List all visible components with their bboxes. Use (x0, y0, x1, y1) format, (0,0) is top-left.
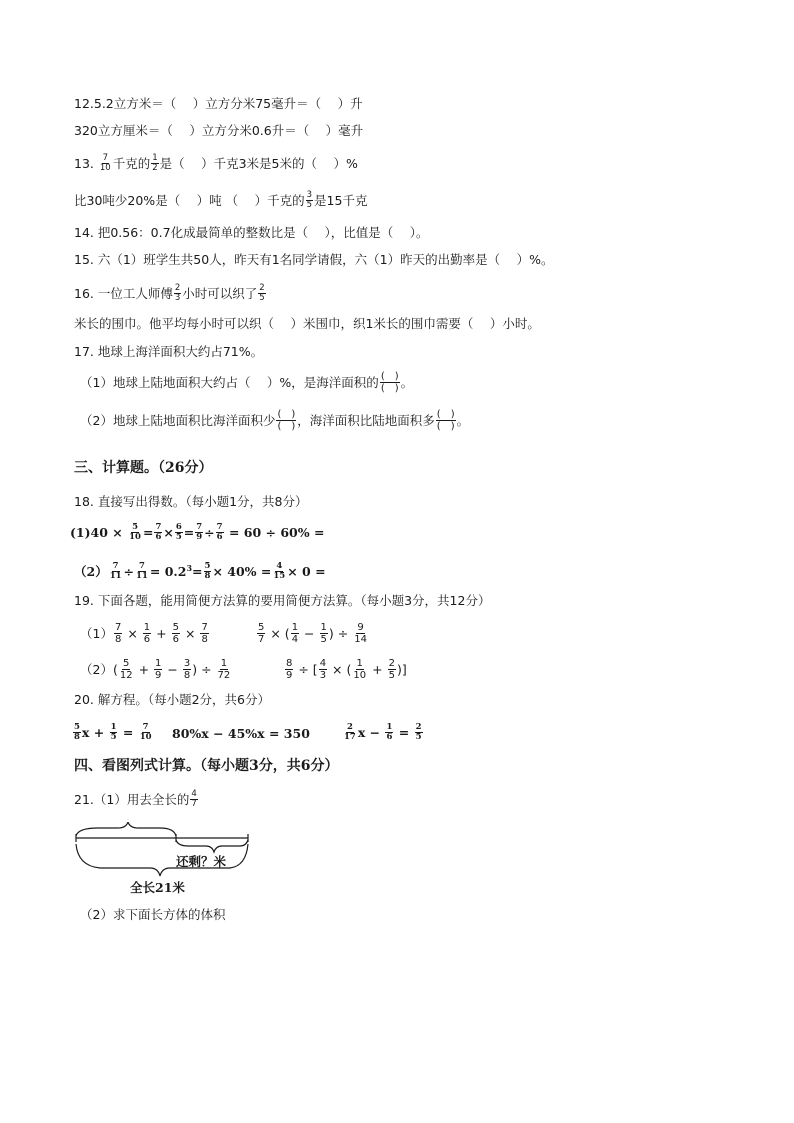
q19-problem1: （1） $\frac{7}{8}$ × $\frac{1}{6}$ + $\frac{5}{6}$ × $\frac{7}{8}$ (80, 622, 208, 645)
q19-problem3: （2）( $\frac{5}{12}$ + $\frac{1}{9}$ − $\frac{3}{8}$ ) ÷ $\frac{1}{72}$ (80, 658, 231, 681)
q21-part1: 21.（1）用去全长的 $\frac{4}{7}$ (74, 789, 197, 809)
fraction: $\frac{1}{2}$ (152, 153, 158, 173)
section-3-heading: 三、计算题。（26分） (74, 460, 213, 476)
q20-equation3: $\frac{2}{17}$ x − $\frac{1}{6}$ = $\frac{2}{5}$ (344, 722, 422, 742)
total-label: 全长21米 (130, 880, 185, 895)
fraction: $\frac{3}{5}$ (306, 190, 313, 210)
q18-row1: (1)40 × $\frac{5}{10}$ = $\frac{7}{6}$ × $\frac{6}{5}$ = $\frac{7}{9}$ ÷ $\frac{7}{6}$ = 60 ÷ 60% = (70, 522, 325, 542)
q14: 14. 把0.56：0.7化成最简单的整数比是（ ），比值是（ ）。 (74, 225, 429, 240)
used-brace (76, 822, 176, 836)
q12-line2: 320立方厘米＝（ ）立方分米0.6升＝（ ）毫升 (74, 123, 364, 138)
q17-part1: （1）地球上陆地面积大约占（ ）%，是海洋面积的 ( ) ( ) 。 (80, 371, 414, 394)
remaining-brace (176, 840, 248, 852)
q19-problem4: $\frac{8}{9}$ ÷ [ $\frac{4}{3}$ × ( $\frac{1}{10}$ + $\frac{2}{5}$ )] (286, 658, 407, 681)
q16-line2: 米长的围巾。他平均每小时可以织（ ）米围巾，织1米长的围巾需要（ ）小时。 (74, 316, 540, 331)
q20-equation2: 80%x − 45%x = 350 (172, 726, 310, 741)
q13-line1: 13. $\frac{7}{10}$ 千克的 $\frac{1}{2}$ 是（ ）千克3米是5米的（ ）% (74, 153, 358, 173)
q16-line1: 16. 一位工人师傅 $\frac{2}{3}$ 小时可以织了 $\frac{2}{5}$ (74, 283, 265, 303)
line-segment-diagram (70, 822, 260, 902)
q15: 15. 六（1）班学生共50人，昨天有1名同学请假，六（1）昨天的出勤率是（ ）%。 (74, 252, 554, 267)
q17-title: 17. 地球上海洋面积大约占71%。 (74, 344, 264, 359)
q19-title: 19. 下面各题，能用简便方法算的要用简便方法算。（每小题3分，共12分） (74, 593, 491, 608)
fraction: $\frac{2}{5}$ (259, 283, 265, 303)
blank-fraction: ( ) ( ) (436, 409, 455, 432)
q13-line2: 比30吨少20%是（ ）吨 （ ）千克的 $\frac{3}{5}$ 是15千克 (74, 190, 368, 210)
blank-fraction: ( ) ( ) (380, 371, 399, 394)
q18-row2: （2） $\frac{7}{11}$ ÷ $\frac{7}{11}$ = $0.2^3=$ $\frac{5}{8}$ × 40% = $\frac{4}{15}$ × 0 = (74, 561, 326, 582)
q21-part2: （2）求下面长方体的体积 (80, 907, 226, 922)
q12-line1: 12.5.2立方米＝（ ）立方分米75毫升＝（ ）升 (74, 96, 363, 111)
q20-title: 20. 解方程。（每小题2分，共6分） (74, 692, 271, 707)
fraction: $\frac{7}{10}$ (99, 153, 111, 173)
blank-fraction: ( ) ( ) (277, 409, 296, 432)
q19-problem2: $\frac{5}{7}$ × ( $\frac{1}{4}$ − $\frac{1}{5}$ ) ÷ $\frac{9}{14}$ (258, 622, 367, 645)
remaining-label: 还剩？米 (176, 854, 227, 869)
section-4-heading: 四、看图列式计算。（每小题3分，共6分） (74, 758, 339, 774)
q18-title: 18. 直接写出得数。（每小题1分，共8分） (74, 494, 308, 509)
fraction: $\frac{2}{3}$ (174, 283, 181, 303)
q17-part2: （2）地球上陆地面积比海洋面积少 ( ) ( ) ，海洋面积比陆地面积多 ( ) ( ) 。 (80, 409, 470, 432)
q20-equation1: $\frac{5}{8}$ x + $\frac{1}{5}$ = $\frac{7}{10}$ (74, 722, 152, 742)
